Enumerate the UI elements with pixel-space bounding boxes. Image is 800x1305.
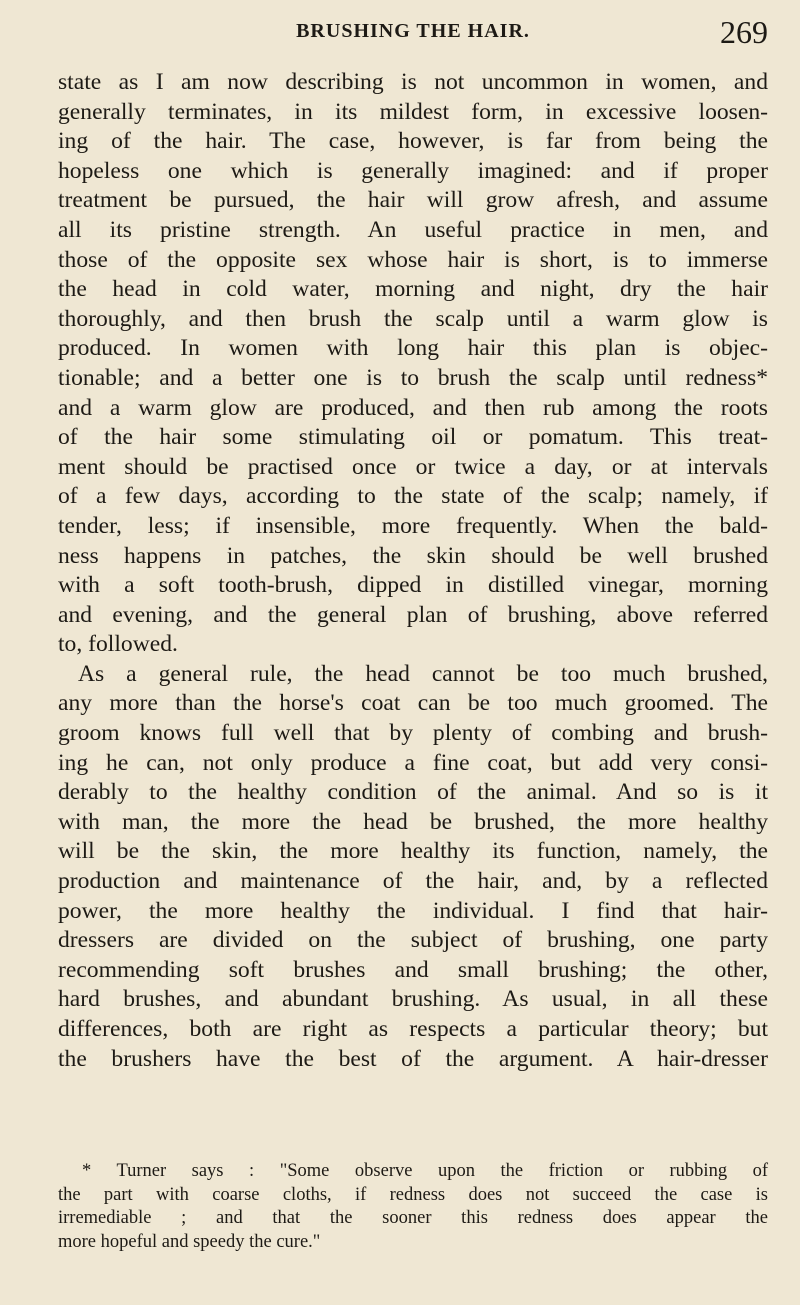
text-line: state as I am now describing is not uncommon in women, and xyxy=(58,69,768,95)
text-line: As a general rule, the head cannot be too much brushed, xyxy=(78,660,768,687)
text-line: the head in cold water, morning and night, dry the hair xyxy=(58,276,768,303)
text-line: tionable; and a better one is to brush the scalp until redness* xyxy=(58,364,768,391)
footnote-line: more hopeful and speedy the cure." xyxy=(58,1231,321,1252)
text-line: groom knows full well that by plenty of combing and brush- xyxy=(58,720,768,747)
text-line: of a few days, according to the state of the scalp; namely, if xyxy=(58,483,768,510)
text-line: to, followed. xyxy=(58,631,178,658)
footnote-line: the part with coarse cloths, if redness does not succeed the case is xyxy=(58,1184,768,1205)
body-text xyxy=(58,68,768,1074)
footnote-line: irremediable ; and that the sooner this redness does appear the xyxy=(58,1208,768,1228)
paragraph-1 xyxy=(58,68,768,660)
footnote-line: * Turner says : "Some observe upon the friction or rubbing of xyxy=(82,1161,768,1181)
footnote xyxy=(58,1160,768,1254)
page-number: 269 xyxy=(720,14,768,50)
text-line: ness happens in patches, the skin should be well brushed xyxy=(58,542,768,569)
text-line: produced. In women with long hair this plan is objec- xyxy=(58,335,768,362)
text-line: of the hair some stimulating oil or pomatum. This treat- xyxy=(58,424,768,451)
text-line: recommending soft brushes and small brushing; the other, xyxy=(58,956,768,983)
text-line: ing of the hair. The case, however, is far from being the xyxy=(58,128,768,155)
text-line: all its pristine strength. An useful practice in men, and xyxy=(58,216,768,243)
text-line: ing he can, not only produce a fine coat, but add very consi- xyxy=(58,749,768,776)
page-header xyxy=(58,14,768,54)
text-line: and a warm glow are produced, and then rub among the roots xyxy=(58,394,768,421)
text-line: generally terminates, in its mildest form, in excessive loosen- xyxy=(58,98,768,125)
text-line: tender, less; if insensible, more frequently. When the bald- xyxy=(58,512,768,539)
text-line: dressers are divided on the subject of brushing, one party xyxy=(58,927,768,954)
text-line: ment should be practised once or twice a day, or at intervals xyxy=(58,453,768,480)
text-line: those of the opposite sex whose hair is short, is to immerse xyxy=(58,246,768,273)
text-line: and evening, and the general plan of brushing, above referred xyxy=(58,601,768,628)
text-line: thoroughly, and then brush the scalp until a warm glow is xyxy=(58,305,768,332)
text-line: treatment be pursued, the hair will grow afresh, and assume xyxy=(58,187,768,214)
text-line: with man, the more the head be brushed, the more healthy xyxy=(58,808,768,835)
text-line: any more than the horse's coat can be too much groomed. The xyxy=(58,690,768,717)
text-line: the brushers have the best of the argument. A hair-dresser xyxy=(58,1045,768,1072)
text-line: hopeless one which is generally imagined: and if proper xyxy=(58,157,768,184)
running-head: BRUSHING THE HAIR. xyxy=(296,20,530,42)
text-line: derably to the healthy condition of the animal. And so is it xyxy=(58,779,768,806)
text-line: hard brushes, and abundant brushing. As usual, in all these xyxy=(58,986,768,1013)
text-line: differences, both are right as respects a particular theory; but xyxy=(58,1016,768,1042)
paragraph-2 xyxy=(58,660,768,1074)
text-line: will be the skin, the more healthy its function, namely, the xyxy=(58,838,768,865)
text-line: with a soft tooth-brush, dipped in distilled vinegar, morning xyxy=(58,572,768,599)
text-line: power, the more healthy the individual. I find that hair- xyxy=(58,897,768,924)
text-line: production and maintenance of the hair, and, by a reflected xyxy=(58,868,768,895)
